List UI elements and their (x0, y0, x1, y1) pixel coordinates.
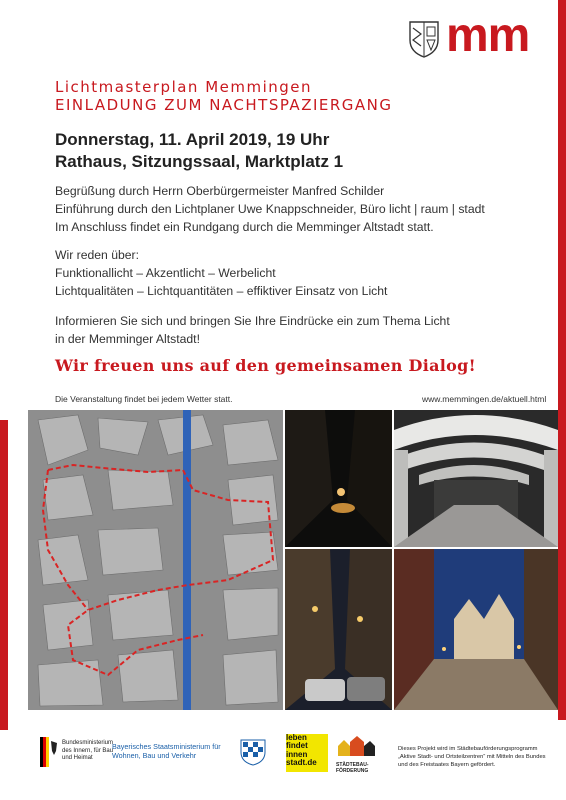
night-alley-photo (285, 410, 392, 547)
body-text-line: Einführung durch den Lichtplaner Uwe Knappschneider, Büro licht | raum | stadt (55, 202, 485, 216)
route-map-image (28, 410, 283, 710)
weather-note: Die Veranstaltung findet bei jedem Wetter statt. (55, 394, 233, 404)
city-crest-icon (408, 20, 440, 58)
body-text-line: Informieren Sie sich und bringen Sie Ihre Eindrücke ein zum Thema Licht (55, 314, 450, 328)
closing-statement: Wir freuen uns auf den gemeinsamen Dialog! (55, 356, 476, 375)
houses-icon (336, 734, 376, 758)
event-url[interactable]: www.memmingen.de/aktuell.html (422, 394, 547, 404)
evening-street-photo (285, 549, 392, 710)
leben-logo-line: leben (286, 733, 307, 742)
image-collage (28, 410, 558, 710)
memmingen-logo (408, 9, 543, 62)
leben-logo-line: findet (286, 741, 308, 751)
body-text-line: Begrüßung durch Herrn Oberbürgermeister Manfred Schilder (55, 184, 385, 198)
leben-logo-line: stadt.de (286, 758, 317, 768)
federal-ministry-line: und Heimat (62, 755, 93, 761)
body-text-line: Funktionallicht – Akzentlicht – Werbelicht (55, 266, 276, 280)
event-date: Donnerstag, 11. April 2019, 19 Uhr (55, 130, 330, 149)
federal-eagle-icon (40, 737, 58, 767)
brand-wordmark: mm (446, 9, 530, 62)
staedtebau-line: STÄDTEBAU- (336, 762, 369, 768)
body-text-line: Im Anschluss findet ein Rundgang durch die Memminger Altstadt statt. (55, 220, 434, 234)
bavarian-ministry-logo-text (112, 742, 221, 761)
leben-logo-line: innen (286, 749, 308, 759)
heading-line-1: Lichtmasterplan Memmingen (55, 78, 313, 96)
staedtebaufoerderung-logo (336, 734, 376, 774)
body-text-line: Wir reden über: (55, 248, 139, 262)
right-accent-bar (558, 0, 566, 720)
funding-note: Dieses Projekt wird im Städtebauförderungsprogramm „Aktive Stadt- und Ortsteilzentren“ mit Mitteln des Bundes und des Freistaates Bayern gefördert. (398, 746, 546, 768)
leben-findet-innenstadt-logo (286, 734, 328, 772)
square-at-dusk-photo (394, 549, 558, 710)
bavarian-ministry-line: Wohnen, Bau und Verkehr (112, 751, 197, 761)
arcade-photo (394, 410, 558, 547)
federal-ministry-logo-text (62, 740, 113, 763)
body-text-line: in der Memminger Altstadt! (55, 332, 200, 346)
staedtebau-line: FÖRDERUNG (336, 767, 369, 774)
federal-ministry-line: Bundesministerium (62, 740, 114, 746)
heading-line-2: EINLADUNG ZUM NACHTSPAZIERGANG (55, 96, 393, 114)
left-accent-bar (0, 420, 8, 730)
body-text-line: Lichtqualitäten – Lichtquantitäten – effiktiver Einsatz von Licht (55, 284, 388, 298)
event-place: Rathaus, Sitzungssaal, Marktplatz 1 (55, 152, 344, 171)
bavaria-crest-icon (236, 736, 270, 766)
bavarian-ministry-line: Bayerisches Staatsministerium für (112, 742, 221, 751)
federal-ministry-line: des Innern, für Bau (62, 747, 114, 754)
